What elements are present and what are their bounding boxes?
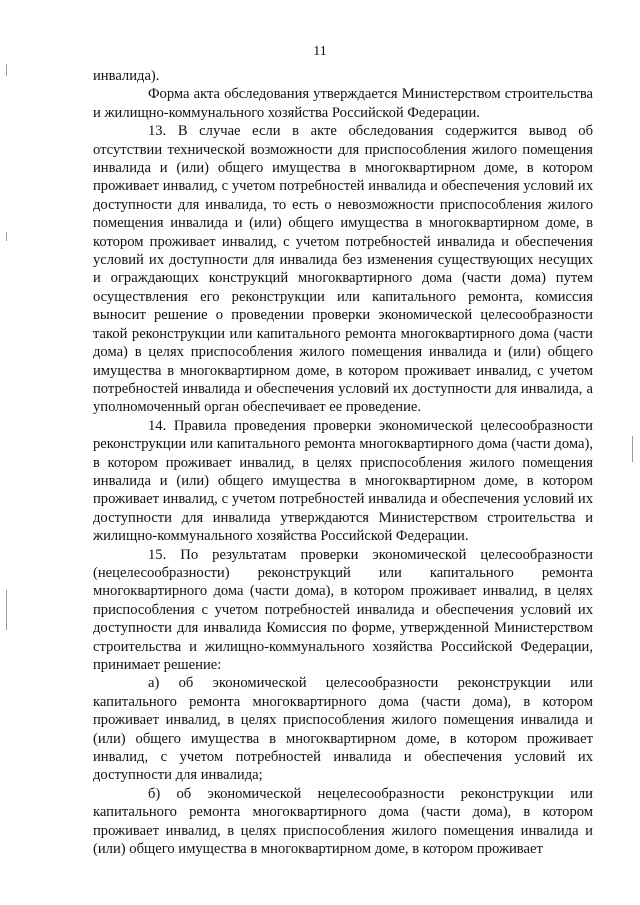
paragraph-15-a: а) об экономической целесообразности реконструкции или капитального ремонта многоквартирного дома (части дома), в котором проживает инвалид, в целях приспособления жилого помещения инвалида и (или) общего имущества в многоквартирном доме, в котором проживает инвалид, с учетом потребностей инвалида и обеспечения условий их доступности для инвалида; — [93, 675, 593, 784]
scan-mark-left-lower — [6, 590, 7, 630]
paragraph-continuation: инвалида). — [93, 68, 160, 84]
paragraph-13: 13. В случае если в акте обследования содержится вывод об отсутствии технической возможности для приспособления жилого помещения инвалида и (или) общего имущества в многоквартирном доме, в котором проживает инвалид, с учетом потребностей инвалида и обеспечения условий их доступности для инвалида, то есть о невозможности приспособления жилого помещения инвалида и (или) общего имущества в многоквартирном доме, в котором проживает инвалид, с учетом потребностей инвалида и обеспечения условий их доступности для инвалида без изменения существующих несущих и ограждающих конструкций многоквартирного дома (части дома) путем осуществления его реконструкции или капитального ремонта, комиссия выносит решение о проведении проверки экономической целесообразности такой реконструкции или капитального ремонта многоквартирного дома (части дома) в целях приспособления жилого помещения инвалида и (или) общего имущества в многоквартирном доме, в котором проживает инвалид, с учетом потребностей инвалида и обеспечения условий их доступности для инвалида, а уполномоченный орган обеспечивает ее проведение. — [93, 123, 593, 416]
paragraph-15-b: б) об экономической нецелесообразности реконструкции или капитального ремонта многоквартирного дома (части дома), в котором проживает инвалид, в целях приспособления жилого помещения инвалида и (или) общего имущества в многоквартирном доме, в котором проживает — [93, 785, 593, 858]
page-number: 11 — [313, 44, 327, 59]
document-body — [93, 67, 593, 858]
scan-mark-right — [632, 436, 633, 462]
paragraph-act-form: Форма акта обследования утверждается Министерством строительства и жилищно-коммунального хозяйства Российской Федерации. — [93, 86, 593, 121]
scan-mark-left-top — [6, 64, 7, 76]
scan-mark-left-middle — [6, 232, 7, 241]
paragraph-15: 15. По результатам проверки экономической целесообразности (нецелесообразности) реконструкций или капитального ремонта многоквартирного дома (части дома), в котором проживает инвалид, в целях приспособления с учетом потребностей инвалида и обеспечения условий их доступности для инвалида Комиссия по форме, утвержденной Министерством строительства и жилищно-коммунального хозяйства Российской Федерации, принимает решение: — [93, 546, 593, 673]
paragraph-14: 14. Правила проведения проверки экономической целесообразности реконструкции или капитального ремонта многоквартирного дома (части дома), в котором проживает инвалид, в целях приспособления жилого помещения инвалида и (или) общего имущества в многоквартирном доме, в котором проживает инвалид, с учетом потребностей инвалида и обеспечения условий их доступности для инвалида утверждаются Министерством строительства и жилищно-коммунального хозяйства Российской Федерации. — [93, 417, 593, 545]
